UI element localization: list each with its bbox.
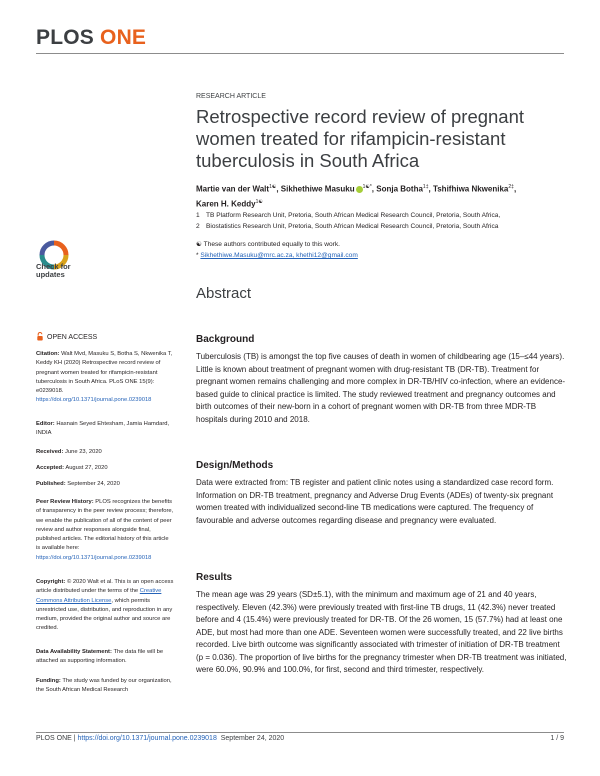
journal-logo [36, 26, 146, 50]
open-access-label: OPEN ACCESS [47, 334, 98, 341]
affiliation-item [196, 221, 566, 232]
copyright-block [36, 578, 174, 634]
logo-one: ONE [100, 26, 147, 49]
open-lock-icon [36, 332, 44, 341]
author-name[interactable]: Karen H. Keddy [196, 199, 256, 209]
funding-block [36, 677, 174, 696]
accepted-date: August 27, 2020 [65, 465, 108, 471]
author-name[interactable]: Sonja Botha [376, 184, 423, 194]
received-label: Received: [36, 449, 64, 455]
received-date: June 23, 2020 [65, 449, 102, 455]
published-block [36, 480, 174, 489]
data-availability-text: The data file will be attached as supporting information. [36, 649, 164, 665]
peer-review-label: Peer Review History: [36, 499, 94, 505]
open-access-badge [36, 332, 97, 341]
author-sup: 1‡ [422, 184, 429, 190]
corresponding-email-links[interactable]: Sikhethiwe.Masuku@mrc.ac.za, khethi12@gmail.com [200, 252, 358, 259]
citation-block [36, 350, 174, 406]
results-text: The mean age was 29 years (SD±5.1), with the minimum and maximum age of 21 and 40 years, respectively. Eleven (42.3%) were previously treated with first-line TB drugs, 11 (42.3%) never treated before and 4 (15.4%) were previously treated for DR-TB. Of the 26 women, 15 (57.7%) had at least one ADE, but most had more than one ADE. Seventeen women were successfully treated, and 22 live births recorded. Live birth outcome was significantly associated with trimester of initiation of DR-TB treatment (p = 0.036). The proportion of live births for the pregnancy trimester when DR-TB treatment was initiated, were 60.0%, 90.9% and 100.0%, for first, second and third trimester, respectively. [196, 590, 567, 674]
footer-doi-link[interactable]: https://doi.org/10.1371/journal.pone.0239018 [77, 735, 217, 742]
author-name[interactable]: Tshifhiwa Nkwenika [432, 184, 509, 194]
accepted-label: Accepted: [36, 465, 65, 471]
copyright-label: Copyright: [36, 579, 66, 585]
results-heading: Results [196, 572, 233, 583]
corresponding-author [196, 250, 566, 261]
data-availability-label: Data Availability Statement: [36, 649, 112, 655]
equal-contribution-note: ☯ These authors contributed equally to this work. [196, 241, 340, 248]
background-text: Tuberculosis (TB) is amongst the top five causes of death in women of childbearing age (15–≤44 years). Little is known about treatment of pregnant women with drug-resistant TB (DR-TB). Treatment for pregnant women remains challenging and more complex in DR-TB/HIV co-infection, where an evidence-based guide to clinical practice is limited. The study reviewed treatment and pregnancy outcomes and birth outcomes of their new-born in a cohort of pregnant women with DR-TB from three MDR-TB hospitals during 2010 and 2018. [196, 352, 566, 424]
abstract-heading: Abstract [196, 285, 252, 302]
copyright-text-end: , which permits unrestricted use, distribution, and reproduction in any medium, provided the original author and source are credited. [36, 597, 173, 632]
citation-text: Walt Mvd, Masuku S, Botha S, Nkwenika T, Keddy KH (2020) Retrospective record review of pregnant women treated for rifampicin-resistant tuberculosis in South Africa. PLoS ONE 15(9): e0239018. [36, 351, 173, 395]
footer [36, 735, 284, 742]
methods-text: Data were extracted from: TB register and patient clinic notes using a standardized case record form. Information on DR-TB treatment, pregnancy and Adverse Drug Events (ADEs) of twenty-six pregnant women treated with individualized second-line TB medications were captured. The frequency of favourable and adverse outcomes regarding disease and pregnancy were evaluated. [196, 478, 554, 525]
article-type: RESEARCH ARTICLE [196, 93, 266, 100]
methods-heading: Design/Methods [196, 460, 274, 471]
header-divider [36, 53, 564, 54]
author-name[interactable]: Martie van der Walt [196, 184, 270, 194]
affiliation-item [196, 210, 566, 221]
funding-label: Funding: [36, 678, 61, 684]
editor-block [36, 420, 174, 439]
logo-plos: PLOS [36, 26, 94, 49]
orcid-icon[interactable] [356, 186, 363, 193]
copyright-text: © 2020 Walt et al. This is an open access article distributed under the terms of the [36, 579, 174, 595]
background-heading: Background [196, 334, 255, 345]
check-for-updates-label[interactable]: Check for updates [36, 262, 71, 279]
author-sup: 1☯ [269, 184, 277, 190]
author-sup: 1☯* [362, 184, 372, 190]
editor-text: Hasnain Seyed Ehtesham, Jamia Hamdard, INDIA [36, 421, 170, 437]
funding-text: The study was funded by our organization, the South African Medical Research [36, 678, 172, 694]
author-sup: 2‡ [508, 184, 514, 190]
affiliations [196, 210, 566, 232]
author-notes [196, 239, 566, 261]
affiliation-number: 2 [196, 223, 200, 230]
author-name[interactable]: Sikhethiwe Masuku [280, 184, 355, 194]
corresponding-marker: * [196, 252, 201, 259]
footer-divider [36, 732, 564, 733]
page-number: 1 / 9 [550, 735, 564, 742]
data-availability-block [36, 648, 174, 667]
affiliation-text: Biostatistics Research Unit, Pretoria, South African Medical Research Council, Pretoria, South Africa [206, 223, 499, 230]
article-title: Retrospective record review of pregnant women treated for rifampicin-resistant tuberculosis in South Africa [196, 106, 525, 171]
peer-review-text: PLOS recognizes the benefits of transparency in the peer review process; therefore, we enable the publication of all of the content of peer review and author responses alongside final, published articles. The editorial history of this article is available here: [36, 499, 174, 552]
peer-review-doi-link[interactable]: https://doi.org/10.1371/journal.pone.0239018 [36, 554, 152, 561]
affiliation-text: TB Platform Research Unit, Pretoria, South African Medical Research Council, Pretoria, South Africa, [206, 212, 501, 219]
received-block [36, 448, 174, 457]
peer-review-block [36, 498, 174, 563]
citation-doi-link[interactable]: https://doi.org/10.1371/journal.pone.0239018 [36, 397, 152, 404]
published-label: Published: [36, 481, 66, 487]
affiliation-number: 1 [196, 212, 200, 219]
editor-label: Editor: [36, 421, 55, 427]
footer-date: September 24, 2020 [216, 735, 285, 742]
author-list: Martie van der Walt$^{1☯}$, Sikhethiwe Masuku $^{1☯*}$, Sonja Botha$^{1\ddagger}$, Tshifhiwa Nkwenika$^{2\ddagger}$, Karen H. Keddy$^{1☯}$ [196, 184, 517, 209]
accepted-block [36, 464, 174, 473]
license-link[interactable]: Creative Commons Attribution License [36, 588, 162, 604]
citation-label: Citation: [36, 351, 60, 357]
published-date: September 24, 2020 [67, 481, 120, 487]
author-sup: 1☯ [255, 199, 263, 206]
footer-journal: PLOS ONE | [36, 735, 78, 742]
